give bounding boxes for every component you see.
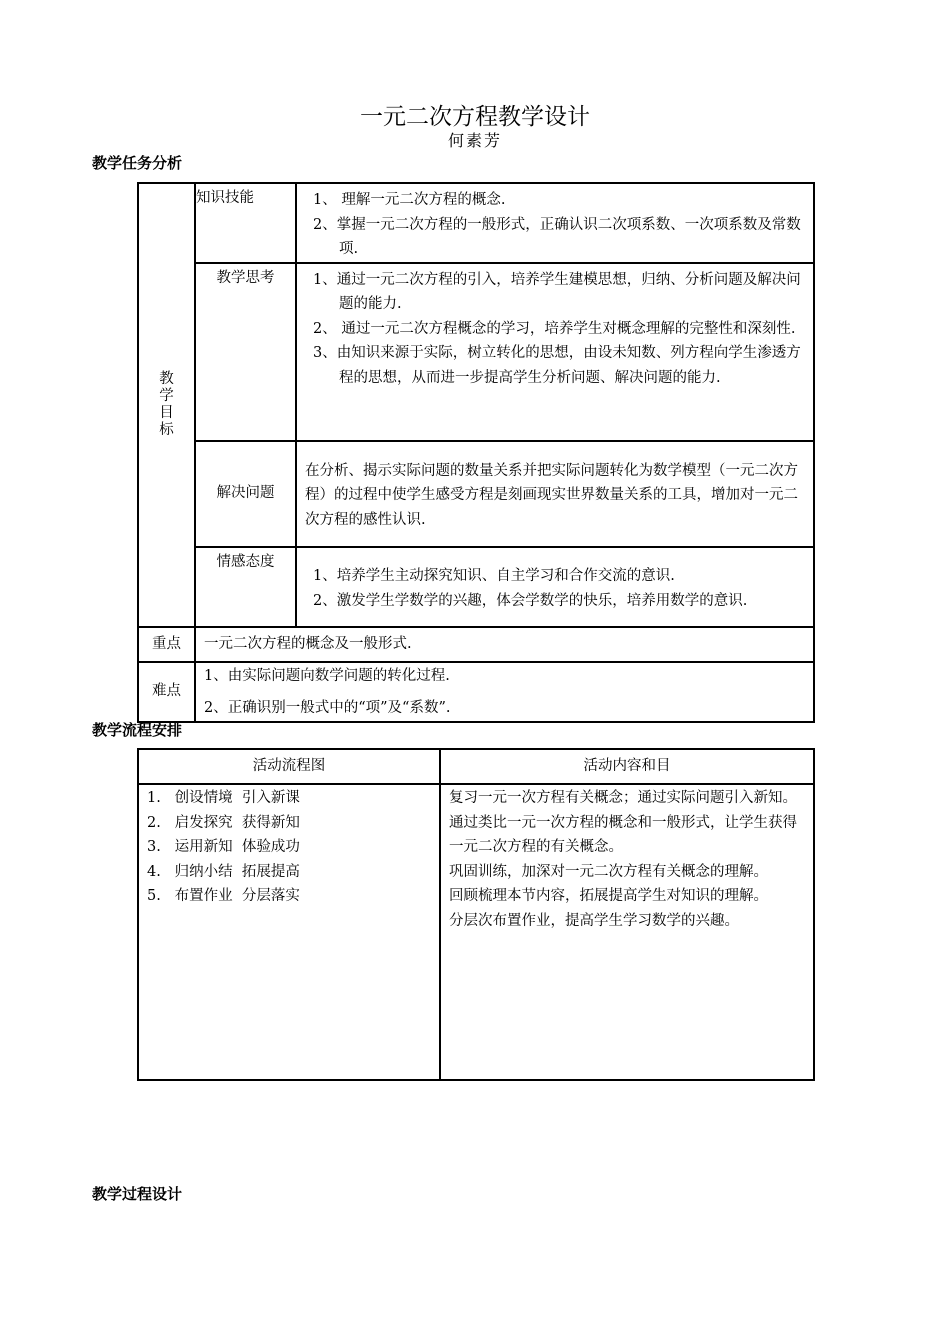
flow-contents-cell — [440, 784, 814, 1080]
flow-steps-cell — [138, 784, 440, 1080]
goal-content-problem — [296, 441, 814, 547]
flow-content: 回顾梳理本节内容，拓展提高学生对知识的理解。 — [449, 888, 768, 904]
section-heading-flow: 教学流程安排 — [92, 721, 183, 739]
difficulty-item: 1、由实际问题向数学问题的转化过程. — [204, 667, 450, 684]
difficulty-item: 2、正确识别一般式中的“项”及“系数”. — [204, 700, 451, 716]
author-name: 何素芳 — [447, 131, 502, 150]
section-heading-task-analysis: 教学任务分析 — [92, 154, 183, 172]
goal-item: 3、由知识来源于实际，树立转化的思想，由设未知数、列方程向学生渗透方程的思想，从而进一步提高学生分析问题、解决问题的能力. — [313, 345, 801, 386]
flow-header-steps: 活动流程图 — [138, 749, 440, 784]
goal-label-attitude-text: 情感态度 — [216, 553, 275, 570]
goal-label-knowledge — [195, 183, 296, 263]
goal-item: 2、掌握一元二次方程的一般形式，正确认识二次项系数、一次项系数及常数项. — [313, 216, 801, 257]
flow-table — [137, 748, 815, 1081]
section-heading-process: 教学过程设计 — [92, 1185, 183, 1203]
goal-label-problem-text: 解决问题 — [216, 485, 275, 502]
goals-table — [137, 182, 815, 723]
goal-item: 1、培养学生主动探究知识、自主学习和合作交流的意识. — [313, 568, 675, 584]
goals-group-label-text: 教学目标 — [159, 370, 174, 438]
goal-item: 1、通过一元二次方程的引入，培养学生建模思想，归纳、分析问题及解决问题的能力. — [313, 271, 801, 312]
key-point-label: 重点 — [138, 627, 195, 662]
difficulty-label: 难点 — [138, 662, 195, 722]
flow-content: 通过类比一元一次方程的概念和一般形式，让学生获得一元二次方程的有关概念。 — [449, 814, 797, 855]
document-title: 一元二次方程教学设计 — [360, 104, 590, 130]
flow-step: 4. 归纳小结 拓展提高 — [147, 863, 300, 880]
goal-item: 1、 理解一元二次方程的概念. — [313, 192, 506, 208]
flow-header-contents: 活动内容和目 — [440, 749, 814, 784]
flow-step: 2. 启发探究 获得新知 — [147, 814, 300, 831]
flow-step: 1. 创设情境 引入新课 — [147, 790, 300, 806]
difficulty-content — [195, 662, 814, 722]
goal-content-thinking — [296, 263, 814, 441]
goal-label-knowledge-text: 知识技能 — [196, 190, 254, 206]
goal-content-attitude — [296, 547, 814, 627]
flow-step: 5. 布置作业 分层落实 — [147, 888, 300, 904]
goal-label-thinking — [195, 263, 296, 441]
goal-content-knowledge — [296, 183, 814, 263]
goal-label-attitude — [195, 547, 296, 627]
key-point-content: 一元二次方程的概念及一般形式. — [195, 627, 814, 662]
flow-content: 分层次布置作业，提高学生学习数学的兴趣。 — [449, 912, 739, 929]
goal-label-thinking-text: 教学思考 — [216, 269, 275, 286]
goals-group-label — [138, 183, 195, 627]
flow-content: 巩固训练，加深对一元二次方程有关概念的理解。 — [449, 863, 768, 880]
goal-item: 2、激发学生学数学的兴趣，体会学数学的快乐，培养用数学的意识. — [313, 592, 748, 609]
flow-content: 复习一元一次方程有关概念；通过实际问题引入新知。 — [449, 790, 797, 806]
goal-item: 2、 通过一元二次方程概念的学习，培养学生对概念理解的完整性和深刻性. — [313, 320, 796, 337]
goal-text: 在分析、揭示实际问题的数量关系并把实际问题转化为数学模型（一元二次方程）的过程中使学生感受方程是刻画现实世界数量关系的工具，增加对一元二次方程的感性认识. — [305, 462, 798, 528]
flow-step: 3. 运用新知 体验成功 — [147, 839, 300, 855]
goal-label-problem — [195, 441, 296, 547]
